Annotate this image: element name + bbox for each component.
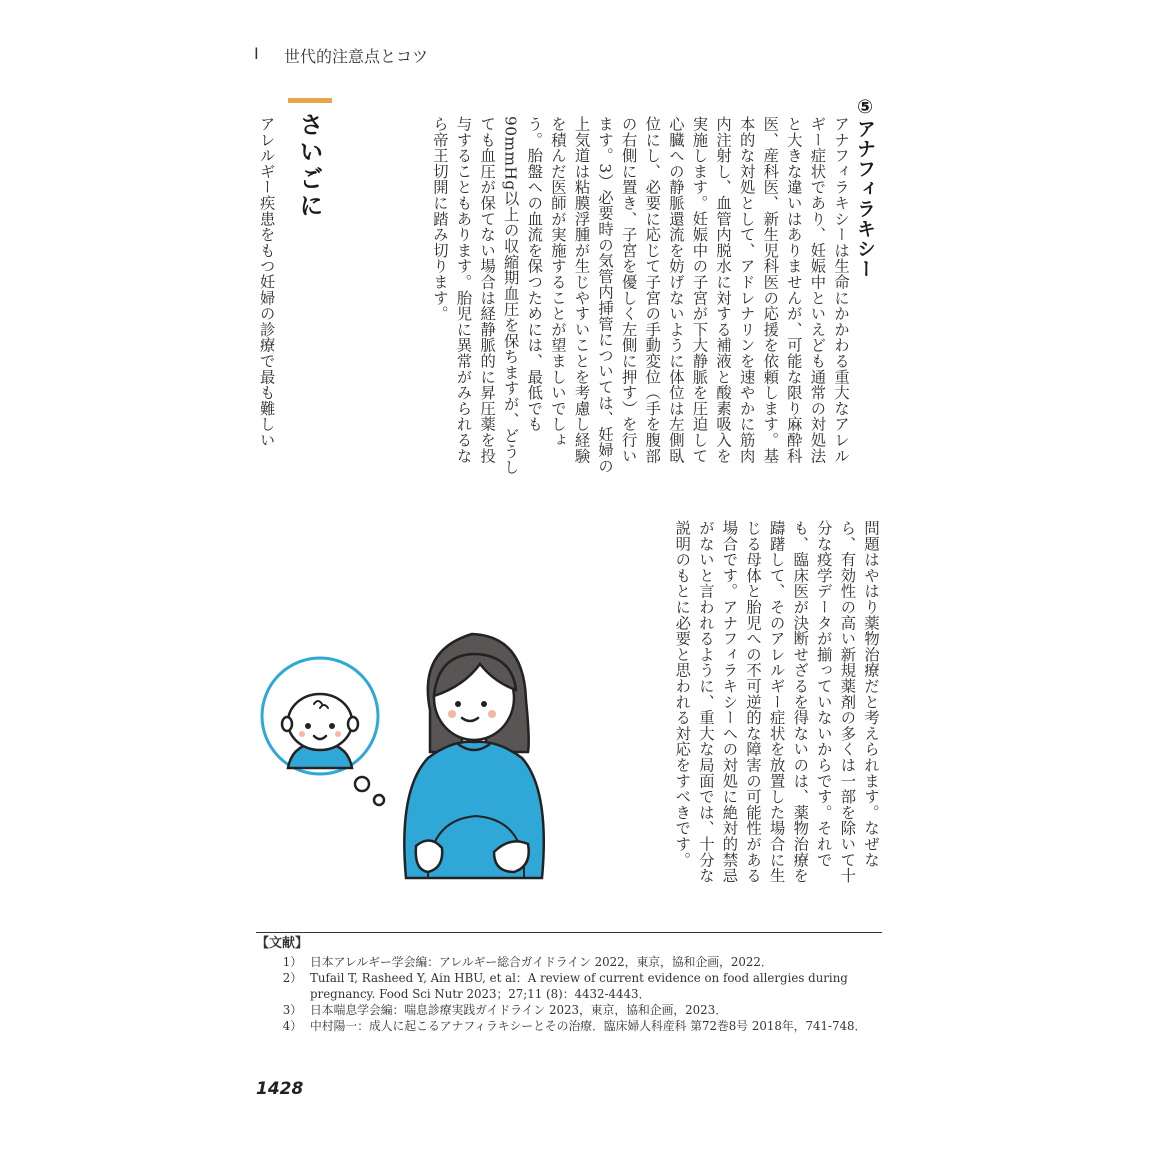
reference-item [256,970,882,1002]
thought-bubble-icon [262,658,384,805]
reference-item [256,1002,882,1018]
reference-text: 日本アレルギー学会編：アレルギー総合ガイドライン 2022，東京，協和企画，2022． [310,955,773,969]
section5-body: アナフィラキシーは生命にかかわる重大なアレルギー症状であり、妊娠中といえども通常の対処法と大きな違いはありませんが、可能な限り麻酔科医、産科医、新生児科医の応援を依頼します。基本的な対処として、アドレナリンを速やかに筋肉内注射し、血管内脱水に対する補液と酸素吸入を実施します。妊娠中の子宮が下大静脈を圧迫して心臓への静脈還流を妨げないように体位は左側臥位にし、必要に応じて子宮の手動変位（手を腹部の右側に置き、子宮を優しく左側に押す）を行います。3）必要時の気管内挿管については、妊婦の上気道は粘膜浮腫が生じやすいことを考慮し経験を積んだ医師が実施することが望ましいでしょう。胎盤への血流を保つためには、最低でも90mmHg以上の収縮期血圧を保ちますが、どうしても血圧が保てない場合は経静脈的に昇圧薬を投与することもあります。胎児に異常がみられるなら帝王切開に踏み切ります。 [430,116,850,476]
section-title: 世代的注意点とコツ [284,47,429,66]
continuation-body: 問題はやはり薬物治療だと考えられます。なぜなら、有効性の高い新規薬剤の多くは一部を除いて十分な疫学データが揃っていないからです。それでも、臨床医が決断せざるを得ないのは、薬物治療を躊躇して、そのアレルギー症状を放置した場合に生じる母体と胎児への不可逆的な障害の可能性がある場合です。アナフィラキシーへの対処に絶対的禁忌がないと言われるように、重大な局面では、十分な説明のもとに必要と思われる対応をすべきです。 [673,520,880,884]
reference-number: 4） [282,1019,302,1033]
reference-text: Tufail T, Rasheed Y, Ain HBU, et al：A review of current evidence on food allergies during pregnancy. Food Sci Nutr 2023；27;11 (8)：4432-4443． [310,971,848,1001]
reference-number: 1） [282,955,302,969]
conclusion-heading: さいごに [295,112,323,220]
illustration-pregnant-woman [258,620,558,890]
references-title: 【文献】 [256,936,309,951]
section-number: I [254,44,259,63]
pregnant-woman-icon [404,634,543,878]
subsection-heading-anaphylaxis: ⑤アナフィラキシー [854,96,876,279]
reference-text: 中村陽一：成人に起こるアナフィラキシーとその治療．臨床婦人科産科 第72巻8号 2018年，741-748． [310,1019,867,1033]
reference-number: 3） [282,1003,302,1017]
references-divider [256,932,882,933]
baby-face-icon [282,694,358,768]
reference-number: 2） [282,971,302,985]
page-number: 1428 [256,1079,304,1099]
reference-item [256,1018,882,1034]
conclusion-body: アレルギー疾患をもつ妊婦の診療で最も難しい [257,116,276,448]
reference-text: 日本喘息学会編：喘息診療実践ガイドライン 2023，東京，協和企画，2023． [310,1003,727,1017]
references [256,936,882,1034]
reference-item [256,954,882,970]
heading-accent-bar [288,98,332,103]
